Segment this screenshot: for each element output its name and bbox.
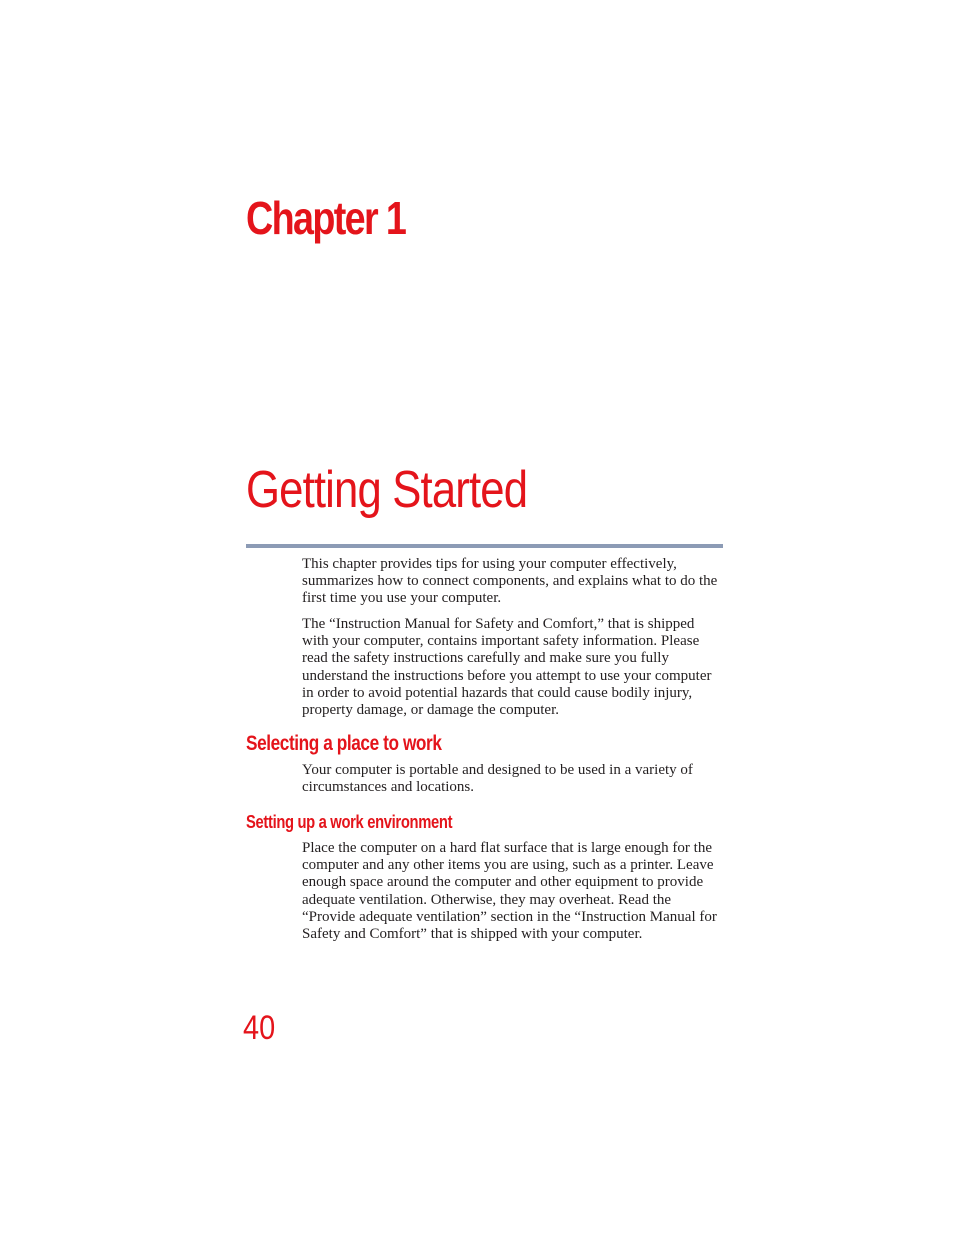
intro-paragraph-1: This chapter provides tips for using your computer effectively, summarizes how to connect components, and explains what to do the first time you use your computer. — [302, 556, 718, 607]
subsection-heading-work-environment: Setting up a work environment — [246, 812, 453, 832]
title-divider — [246, 544, 723, 548]
section-heading-selecting-place: Selecting a place to work — [246, 732, 442, 755]
chapter-label: Chapter 1 — [246, 192, 406, 244]
section-paragraph-selecting-place: Your computer is portable and designed to be used in a variety of circumstances and locations. — [302, 762, 693, 796]
intro-paragraph-2: The “Instruction Manual for Safety and Comfort,” that is shipped with your computer, contains important safety information. Please read the safety instructions carefully and make sure you fully understand the instructions before you attempt to use your computer in order to avoid potential hazards that could cause bodily injury, property damage, or damage the computer. — [302, 616, 712, 719]
page-number: 40 — [243, 1009, 276, 1047]
subsection-paragraph-work-environment: Place the computer on a hard flat surface that is large enough for the computer and any other items you are using, such as a printer. Leave enough space around the computer and other equipment to provide adequate ventilation. Otherwise, they may overheat. Read the “Provide adequate ventilation” section in the “Instruction Manual for Safety and Comfort” that is shipped with your computer. — [302, 840, 717, 943]
chapter-title: Getting Started — [246, 461, 528, 519]
